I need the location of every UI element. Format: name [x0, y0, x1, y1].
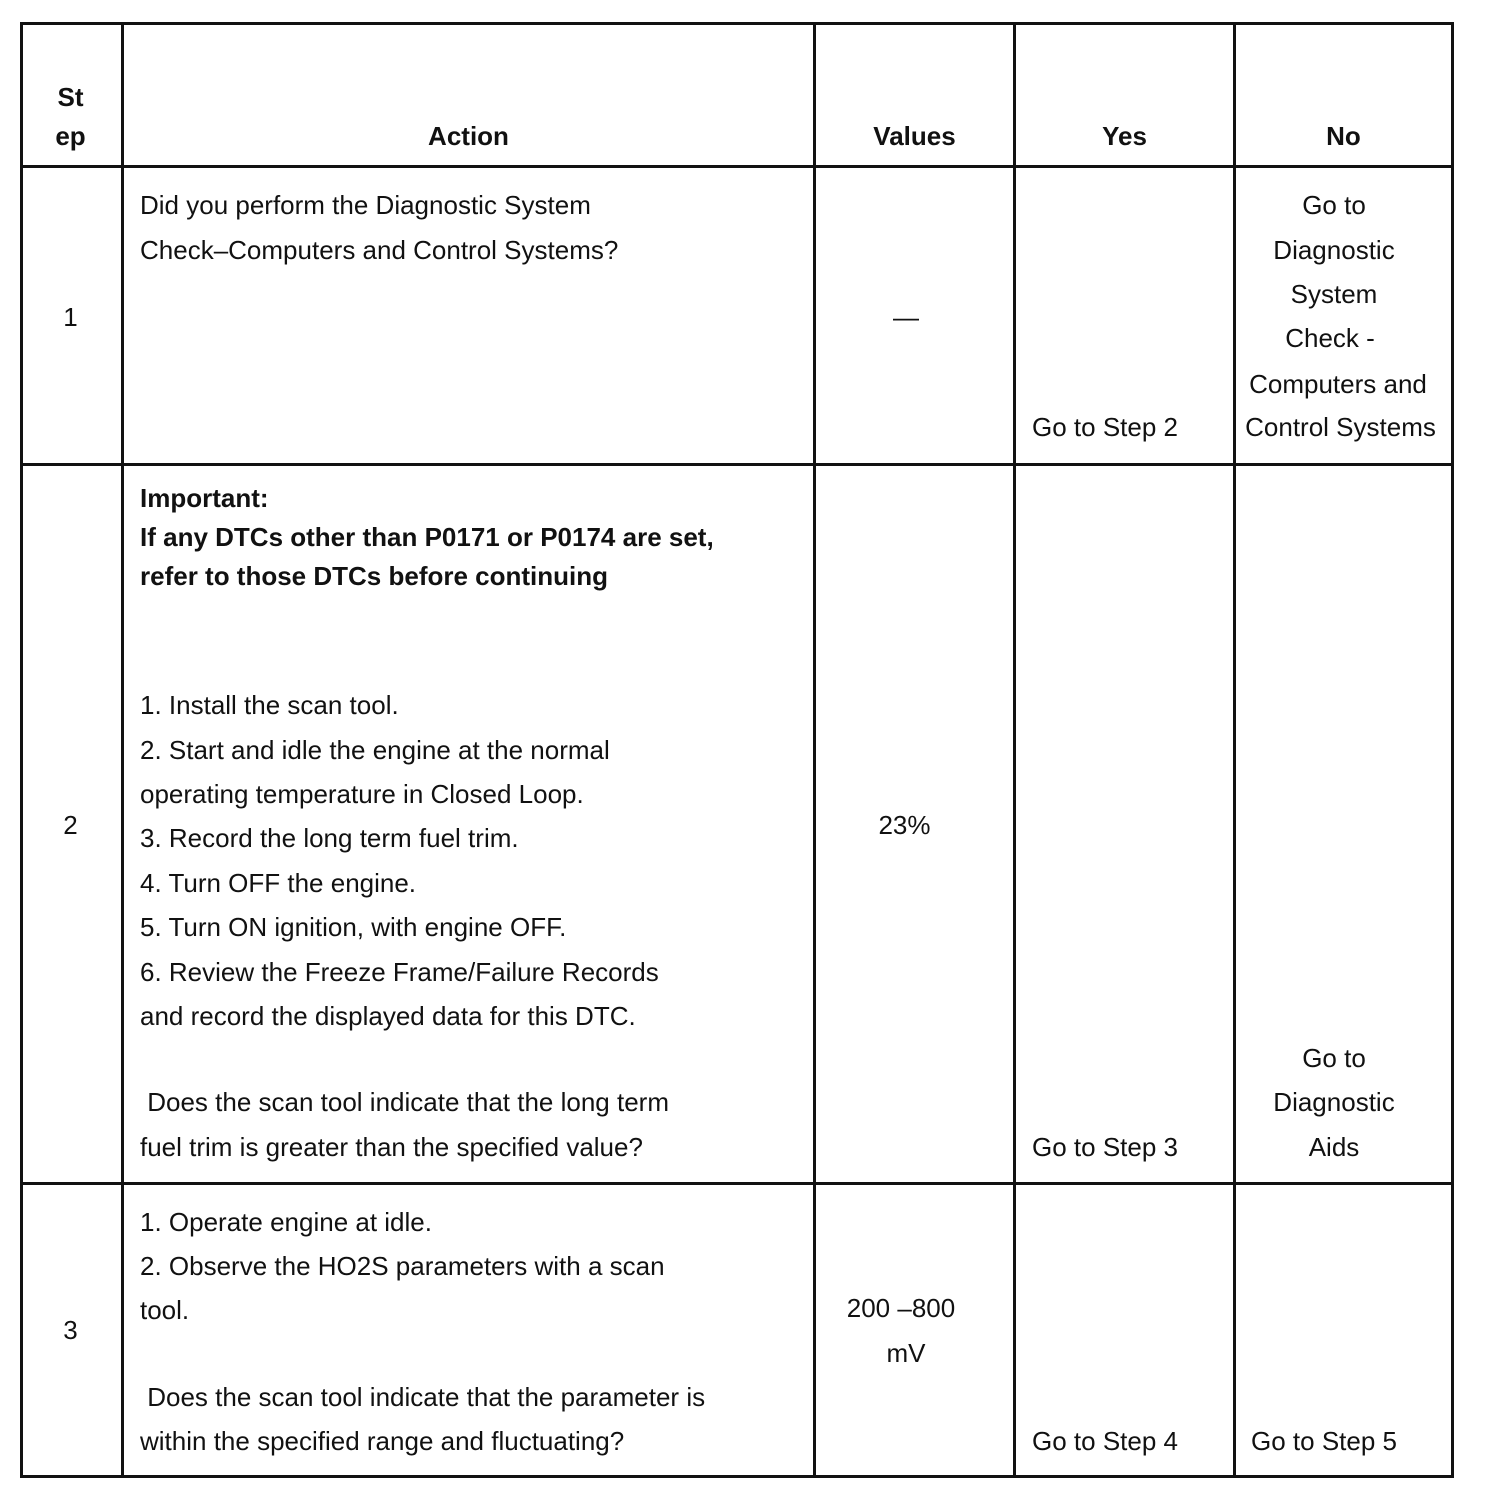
column-divider [813, 22, 816, 1478]
no-text-line: System [1290, 279, 1378, 309]
procedure-step: 6. Review the Freeze Frame/Failure Records [140, 957, 659, 987]
procedure-step: 5. Turn ON ignition, with engine OFF. [140, 912, 567, 942]
diagnostic-table [20, 22, 1454, 1478]
important-label: Important: [140, 483, 269, 513]
important-text: If any DTCs other than P0171 or P0174 are set, [140, 522, 714, 552]
row-divider [20, 165, 1454, 168]
value-unit: mV [886, 1338, 926, 1368]
question-text: Does the scan tool indicate that the parameter is [140, 1382, 706, 1412]
column-divider [121, 22, 124, 1478]
question-text: fuel trim is greater than the specified value? [140, 1132, 643, 1162]
value-text: — [893, 302, 919, 332]
header-no: No [1326, 121, 1361, 151]
no-text-line: Go to [1302, 1043, 1366, 1073]
step-number: 1 [63, 302, 78, 332]
header-step-line: St [57, 82, 84, 112]
procedure-step: 2. Start and idle the engine at the normal [140, 735, 610, 765]
action-text: Check–Computers and Control Systems? [140, 235, 619, 265]
value-text: 200 –800 [846, 1293, 956, 1323]
question-text: within the specified range and fluctuating? [140, 1426, 625, 1456]
step-number: 2 [63, 810, 78, 840]
procedure-step: 4. Turn OFF the engine. [140, 868, 417, 898]
no-text-line: Check - [1285, 323, 1375, 353]
value-text: 23% [878, 810, 931, 840]
procedure-step: operating temperature in Closed Loop. [140, 779, 584, 809]
procedure-step: tool. [140, 1295, 190, 1325]
procedure-step: 1. Operate engine at idle. [140, 1207, 432, 1237]
no-link[interactable]: Go to Step 5 [1251, 1426, 1397, 1456]
no-text-line: Go to [1302, 190, 1366, 220]
procedure-step: 1. Install the scan tool. [140, 690, 399, 720]
yes-link[interactable]: Go to Step 3 [1032, 1132, 1178, 1162]
procedure-step: 2. Observe the HO2S parameters with a scan [140, 1251, 665, 1281]
action-text: Did you perform the Diagnostic System [140, 190, 591, 220]
table-border-left [20, 22, 23, 1478]
important-text: refer to those DTCs before continuing [140, 561, 609, 591]
yes-link[interactable]: Go to Step 2 [1032, 412, 1178, 442]
yes-link[interactable]: Go to Step 4 [1032, 1426, 1178, 1456]
no-text-line: Computers and [1249, 369, 1427, 399]
column-divider [1013, 22, 1016, 1478]
header-step-line: ep [55, 121, 86, 151]
procedure-step: 3. Record the long term fuel trim. [140, 823, 519, 853]
step-number: 3 [63, 1315, 78, 1345]
row-divider [20, 1182, 1454, 1185]
header-action: Action [428, 121, 509, 151]
header-values: Values [873, 121, 956, 151]
table-border-bottom [20, 1475, 1454, 1478]
procedure-step: and record the displayed data for this DTC. [140, 1001, 636, 1031]
no-text-line: Aids [1308, 1132, 1360, 1162]
header-yes: Yes [1102, 121, 1147, 151]
table-border-top [20, 22, 1454, 25]
table-border-right [1451, 22, 1454, 1478]
row-divider [20, 463, 1454, 466]
no-text-line: Control Systems [1245, 412, 1436, 442]
question-text: Does the scan tool indicate that the long term [140, 1087, 669, 1117]
no-text-line: Diagnostic [1273, 1087, 1395, 1117]
no-text-line: Diagnostic [1273, 235, 1395, 265]
